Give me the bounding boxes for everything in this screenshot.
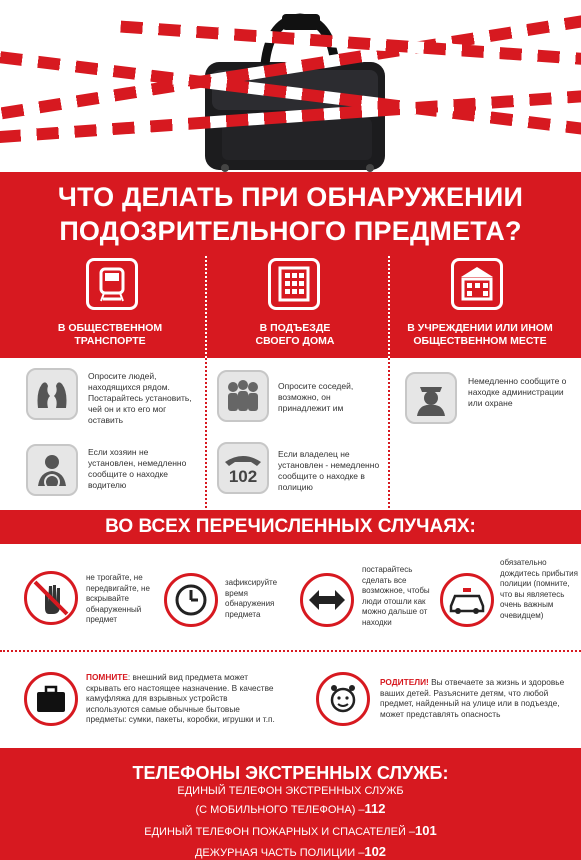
- phones-block: [0, 748, 581, 860]
- phones-line-label: (С МОБИЛЬНОГО ТЕЛЕФОНА) –: [195, 804, 365, 816]
- phones-line: ЕДИНЫЙ ТЕЛЕФОН ЭКСТРЕННЫХ СЛУЖБ: [177, 785, 404, 797]
- col-label-line: ТРАНСПОРТЕ: [74, 335, 146, 347]
- tip-text: Немедленно сообщите о находке администрации или охране: [468, 376, 567, 408]
- child-icon: [316, 672, 370, 726]
- briefcase-icon: [24, 672, 78, 726]
- band: [0, 510, 581, 544]
- driver-icon: [26, 444, 78, 496]
- tip-text: Если хозяин не установлен, немедленно сообщите о находке водителю: [88, 447, 187, 490]
- phones-line-label: ЕДИНЫЙ ТЕЛЕФОН ПОЖАРНЫХ И СПАСАТЕЛЕЙ –: [144, 826, 416, 838]
- phones-line-label: ДЕЖУРНАЯ ЧАСТЬ ПОЛИЦИИ –: [194, 847, 365, 859]
- col-label-line: В ОБЩЕСТВЕННОМ: [57, 322, 163, 334]
- divider: [388, 358, 390, 508]
- col-label-institution: [390, 322, 570, 348]
- note-lead: РОДИТЕЛИ!: [380, 677, 429, 687]
- family-icon: [217, 370, 269, 422]
- page-title-line1: ЧТО ДЕЛАТЬ ПРИ ОБНАРУЖЕНИИ: [57, 182, 524, 212]
- col-label-line: В УЧРЕЖДЕНИИ ИЛИ ИНОМ: [407, 322, 553, 334]
- phone-number: 101: [415, 823, 437, 838]
- phones-line: [0, 844, 581, 859]
- col-label-line: СВОЕГО ДОМА: [255, 335, 335, 347]
- col-label-line: ОБЩЕСТВЕННОМ МЕСТЕ: [413, 335, 547, 347]
- tip-text: Опросите соседей, возможно, он принадлежит им: [278, 381, 354, 413]
- clock-icon: [164, 573, 218, 627]
- band-title: ВО ВСЕХ ПЕРЕЧИСЛЕННЫХ СЛУЧАЯХ:: [105, 516, 476, 537]
- arrows-icon: [300, 573, 354, 627]
- note-text: [380, 677, 576, 719]
- tip-text: Опросите людей, находящихся рядом. Постарайтесь установить, чей он и кто его мог оставить: [88, 371, 192, 425]
- phone-102-icon: [217, 442, 269, 494]
- note-lead: ПОМНИТЕ: [86, 672, 128, 682]
- divider: [205, 358, 207, 508]
- rule-text: зафиксируйте время обнаружения предмета: [225, 578, 278, 619]
- rule-text: не трогайте, не передвигайте, не вскрывайте обнаруженный предмет: [86, 573, 150, 624]
- col-label-entrance: [205, 322, 385, 348]
- institution-icon: [451, 258, 503, 310]
- rule-text: постарайтесь сделать все возможное, чтобы люди отошли как можно дальше от находки: [362, 565, 430, 627]
- phone-badge: 102: [228, 467, 258, 486]
- building-icon: [268, 258, 320, 310]
- phones-title: ТЕЛЕФОНЫ ЭКСТРЕННЫХ СЛУЖБ:: [132, 763, 449, 783]
- note-body: : внешний вид предмета может скрывать его настоящее назначение. В качестве камуфляжа для взрывных устройств используются самые обычные бытовые предметы: сумки, пакеты, коробки, игрушки и т.п.: [86, 672, 275, 725]
- phone-number: 102: [364, 844, 387, 859]
- phones-line: [0, 801, 581, 816]
- train-icon: [86, 258, 138, 310]
- phone-number: 112: [364, 801, 386, 816]
- faces-icon: [26, 368, 78, 420]
- police-car-icon: [440, 573, 494, 627]
- page-title-line2: ПОДОЗРИТЕЛЬНОГО ПРЕДМЕТА?: [59, 216, 522, 246]
- tip-text: Если владелец не установлен - немедленно сообщите о находке в полицию: [278, 449, 380, 492]
- col-label-line: В ПОДЪЕЗДЕ: [259, 322, 331, 334]
- phones-line: [0, 823, 581, 838]
- hero-image: [0, 0, 581, 172]
- no-touch-icon: [24, 571, 78, 625]
- divider: [0, 650, 581, 652]
- guard-icon: [405, 372, 457, 424]
- note-text: [86, 672, 278, 725]
- title-block: [0, 172, 581, 358]
- col-label-transport: [20, 322, 200, 348]
- note-body: Вы отвечаете за жизнь и здоровье ваших детей. Разъясните детям, что любой предмет, найденный на улице или в подъезде, может представлять опасность: [380, 677, 565, 719]
- rule-text: обязательно дождитесь прибытия полиции (помните, что вы являетесь очень важным очевидцем): [500, 558, 578, 620]
